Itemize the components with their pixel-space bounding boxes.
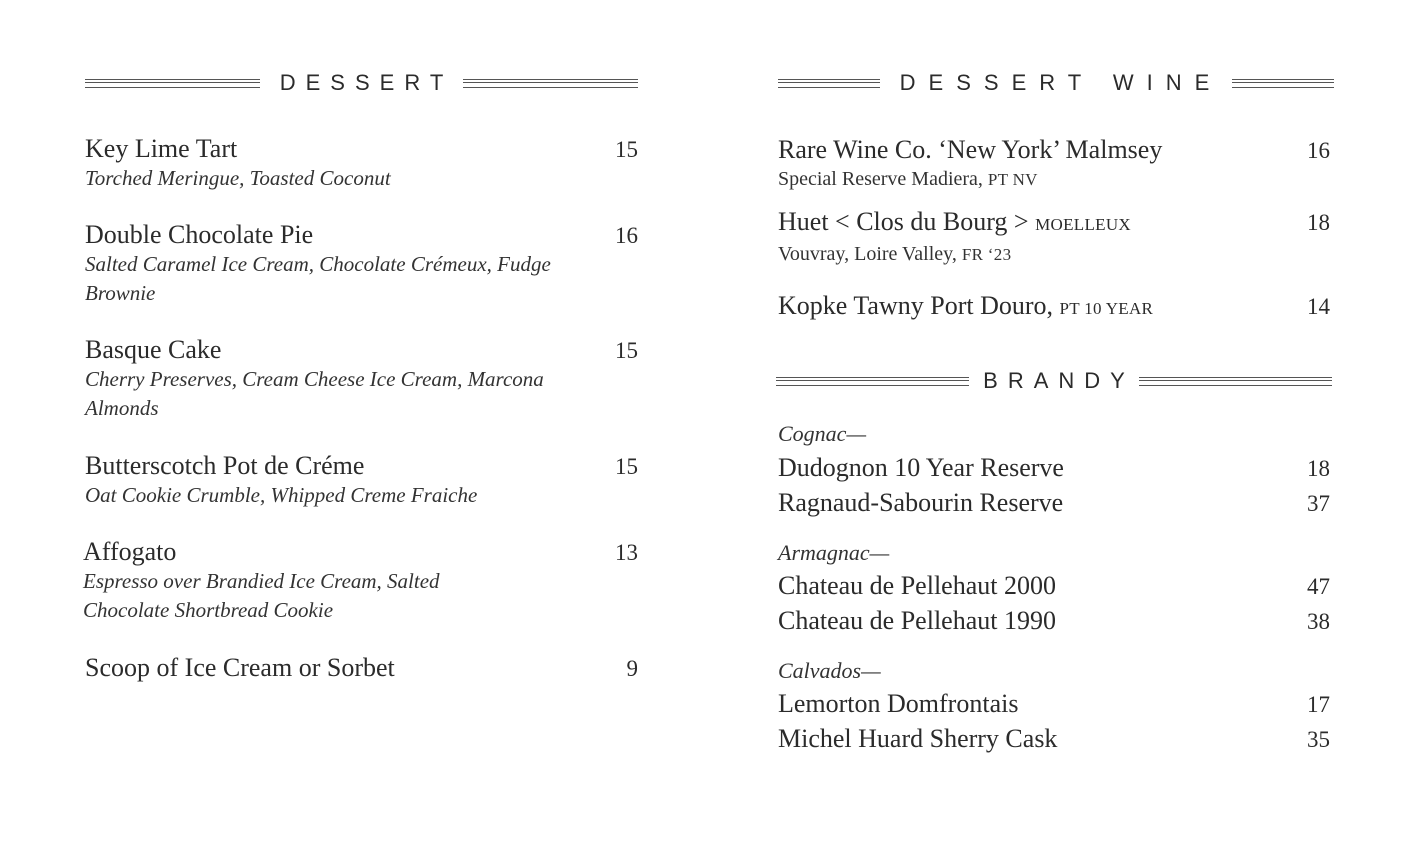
dessert-item: [85, 653, 575, 683]
dessert-item-price: 9: [626, 656, 638, 681]
dessert-heading: [85, 68, 638, 98]
brandy-item-price: 37: [1307, 491, 1330, 516]
wine-name: Rare Wine Co. ‘New York’ Malmsey: [778, 135, 1163, 164]
heading-rule-right: [1232, 79, 1334, 88]
wine-desc: Vouvray, Loire Valley,: [778, 243, 957, 265]
wine-item-price: 18: [1307, 210, 1330, 235]
dessert-item-name: Affogato: [83, 537, 177, 566]
dessert-item-name: Basque Cake: [85, 335, 222, 364]
brandy-item-price: 47: [1307, 574, 1330, 599]
brandy-category-label: Cognac—: [778, 421, 866, 446]
wine-name-sc: MOELLEUX: [1035, 215, 1131, 234]
heading-rule-right: [463, 79, 638, 88]
dessert-item-desc: Torched Meringue, Toasted Coconut: [85, 166, 391, 190]
dessert-item: [83, 537, 523, 625]
wine-name-sc: PT 10 YEAR: [1059, 299, 1154, 318]
dessert-item-desc: Cherry Preserves, Cream Cheese Ice Cream, Marcona Almonds: [85, 367, 544, 420]
wine-desc-sc: PT NV: [987, 170, 1038, 189]
wine-item-name: [778, 291, 1153, 324]
brandy-item-price: 38: [1307, 609, 1330, 634]
wine-desc-sc: FR ‘23: [961, 245, 1012, 264]
brandy-heading: [776, 366, 1332, 396]
wine-item-price: 16: [1307, 138, 1330, 163]
wine-item: [778, 207, 1131, 269]
brandy-category-label: Armagnac—: [778, 540, 890, 565]
brandy-item-name: Chateau de Pellehaut 1990: [778, 606, 1056, 635]
heading-rule-left: [85, 79, 260, 88]
dessert-item: [85, 335, 555, 423]
brandy-item-name: Michel Huard Sherry Cask: [778, 724, 1058, 753]
dessert-item: [85, 134, 575, 193]
brandy-item-name: Chateau de Pellehaut 2000: [778, 571, 1056, 600]
wine-item: [778, 135, 1162, 194]
dessert-item-desc: Salted Caramel Ice Cream, Chocolate Crémeux, Fudge Brownie: [85, 252, 551, 305]
brandy-item: [778, 571, 1056, 601]
dessert-heading-text: DESSERT: [279, 70, 454, 95]
brandy-item-price: 17: [1307, 692, 1330, 717]
dessert-item-price: 15: [615, 454, 638, 479]
dessert-item-price: 13: [615, 540, 638, 565]
dessert-item-name: Butterscotch Pot de Créme: [85, 451, 365, 480]
dessert-wine-heading-text: DESSERT WINE: [899, 70, 1223, 95]
heading-rule-left: [776, 377, 969, 386]
wine-item-name: [778, 207, 1131, 240]
dessert-item-price: 15: [615, 137, 638, 162]
dessert-item-name: Key Lime Tart: [85, 134, 238, 163]
brandy-item-price: 18: [1307, 456, 1330, 481]
dessert-item-name: Double Chocolate Pie: [85, 220, 314, 249]
wine-name: Huet < Clos du Bourg >: [778, 207, 1029, 236]
brandy-item: [778, 488, 1063, 518]
heading-rule-right: [1139, 377, 1332, 386]
wine-desc: Special Reserve Madiera,: [778, 168, 983, 190]
dessert-item: [85, 451, 585, 510]
brandy-item-name: Lemorton Domfrontais: [778, 689, 1019, 718]
brandy-item-name: Ragnaud-Sabourin Reserve: [778, 488, 1064, 517]
heading-rule-left: [778, 79, 880, 88]
dessert-item-name: Scoop of Ice Cream or Sorbet: [85, 653, 395, 682]
brandy-item: [778, 453, 1064, 483]
dessert-item-price: 15: [615, 338, 638, 363]
brandy-category-label: Calvados—: [778, 658, 881, 683]
brandy-item: [778, 606, 1056, 636]
brandy-heading-text: BRANDY: [983, 368, 1135, 393]
wine-item-name: [778, 135, 1162, 165]
wine-item-desc: [778, 165, 1162, 194]
brandy-item: [778, 724, 1057, 754]
brandy-item-name: Dudognon 10 Year Reserve: [778, 453, 1064, 482]
dessert-item-price: 16: [615, 223, 638, 248]
wine-item-desc: [778, 240, 1131, 269]
wine-item-price: 14: [1307, 294, 1330, 319]
dessert-item-desc: Espresso over Brandied Ice Cream, Salted Chocolate Shortbread Cookie: [83, 569, 440, 622]
dessert-wine-heading: [778, 68, 1334, 98]
brandy-item: [778, 689, 1018, 719]
brandy-item-price: 35: [1307, 727, 1330, 752]
wine-name: Kopke Tawny Port Douro,: [778, 291, 1054, 320]
wine-item: [778, 291, 1153, 324]
dessert-item-desc: Oat Cookie Crumble, Whipped Creme Fraiche: [85, 483, 478, 507]
dessert-item: [85, 220, 575, 308]
